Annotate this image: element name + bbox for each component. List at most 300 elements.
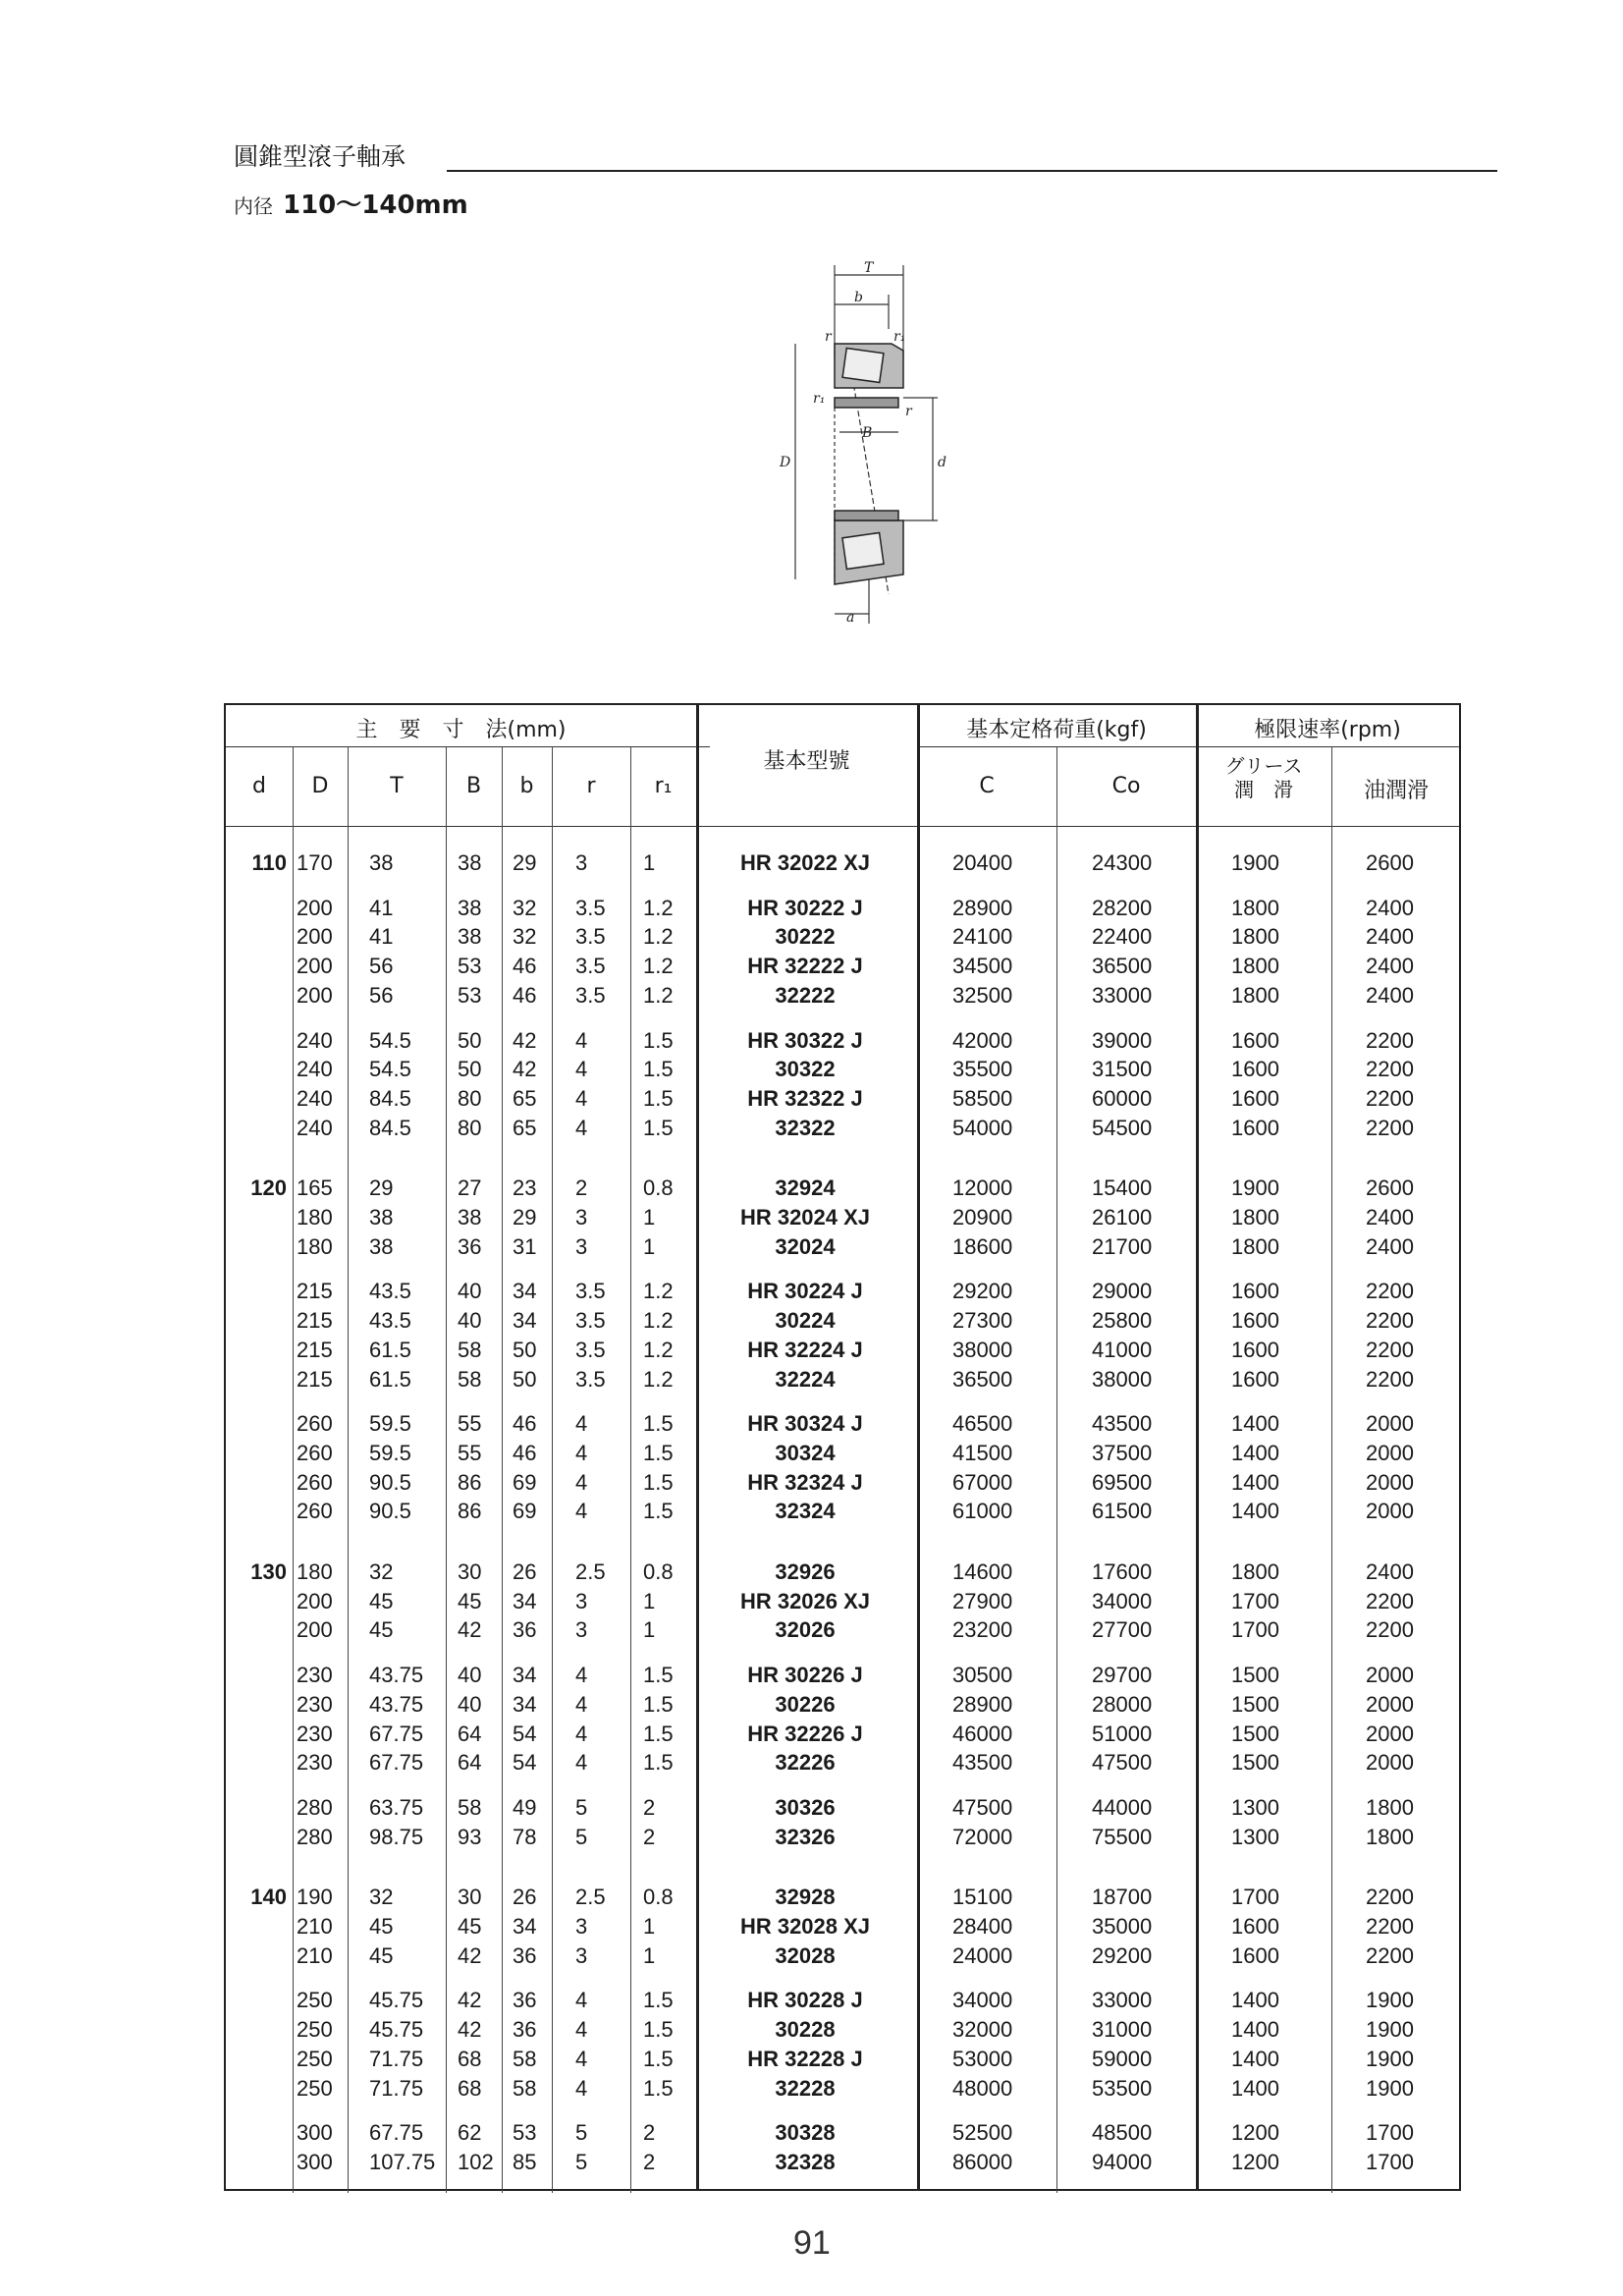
cell-grease: 1800 (1231, 924, 1279, 950)
cell-r: 4 (575, 1115, 588, 1140)
cell-Co: 31500 (1092, 1057, 1153, 1082)
cell-r: 2 (575, 1175, 588, 1201)
cell-T: 54.5 (369, 1057, 411, 1082)
cell-model: 30226 (775, 1691, 836, 1717)
cell-C: 24000 (952, 1942, 1013, 1968)
cell-b: 50 (513, 1366, 537, 1392)
cell-grease: 1400 (1231, 1988, 1279, 2013)
cell-D: 215 (297, 1308, 333, 1334)
cell-grease: 1400 (1231, 2017, 1279, 2043)
cell-T: 38 (369, 1205, 394, 1230)
cell-Co: 31000 (1092, 2017, 1153, 2043)
cell-r1: 1.2 (643, 1279, 674, 1304)
cell-D: 210 (297, 1942, 333, 1968)
cell-B: 80 (458, 1085, 482, 1111)
cell-Co: 26100 (1092, 1205, 1153, 1230)
cell-T: 54.5 (369, 1027, 411, 1053)
cell-oil: 2200 (1366, 1942, 1414, 1968)
cell-grease: 1600 (1231, 1027, 1279, 1053)
cell-b: 78 (513, 1824, 537, 1849)
cell-b: 69 (513, 1499, 537, 1524)
cell-C: 86000 (952, 2149, 1013, 2174)
cell-b: 29 (513, 1205, 537, 1230)
cell-r1: 0.8 (643, 1885, 674, 1910)
cell-C: 47500 (952, 1794, 1013, 1820)
header-model: 基本型號 (763, 749, 850, 774)
cell-D: 180 (297, 1205, 333, 1230)
cell-D: 230 (297, 1691, 333, 1717)
cell-Co: 28000 (1092, 1691, 1153, 1717)
cell-b: 34 (513, 1308, 537, 1334)
cell-b: 42 (513, 1027, 537, 1053)
cell-Co: 61500 (1092, 1499, 1153, 1524)
cell-D: 200 (297, 1617, 333, 1643)
label-r: r (825, 329, 832, 345)
cell-D: 170 (297, 850, 333, 875)
subtitle-range: 110～140mm (283, 191, 468, 220)
cell-B: 45 (458, 1588, 482, 1613)
cell-oil: 1900 (1366, 1988, 1414, 2013)
cell-C: 30500 (952, 1663, 1013, 1688)
cell-grease: 1700 (1231, 1885, 1279, 1910)
cell-oil: 1800 (1366, 1824, 1414, 1849)
cell-b: 36 (513, 2017, 537, 2043)
cell-B: 86 (458, 1469, 482, 1495)
cell-D: 250 (297, 2075, 333, 2101)
cell-oil: 2400 (1366, 982, 1414, 1008)
bearing-diagram (776, 260, 962, 633)
cell-C: 38000 (952, 1337, 1013, 1362)
cell-oil: 2000 (1366, 1721, 1414, 1746)
header-main-dimensions: 主 要 寸 法(mm) (355, 718, 567, 742)
cell-T: 29 (369, 1175, 394, 1201)
cell-oil: 2200 (1366, 1115, 1414, 1140)
cell-r1: 1.5 (643, 1750, 674, 1776)
cell-r1: 0.8 (643, 1175, 674, 1201)
cell-r1: 1.5 (643, 1057, 674, 1082)
cell-T: 45 (369, 1942, 394, 1968)
cell-b: 65 (513, 1115, 537, 1140)
cell-r1: 1.2 (643, 924, 674, 950)
cell-D: 200 (297, 924, 333, 950)
cell-D: 190 (297, 1885, 333, 1910)
cell-r: 3.5 (575, 924, 606, 950)
cell-d: 130 (250, 1559, 287, 1584)
cell-b: 34 (513, 1914, 537, 1939)
cell-r: 3 (575, 1617, 588, 1643)
cell-C: 23200 (952, 1617, 1013, 1643)
label-d: d (938, 455, 947, 470)
header-load-rating: 基本定格荷重(kgf) (966, 718, 1147, 742)
cell-C: 29200 (952, 1279, 1013, 1304)
cell-d: 140 (250, 1885, 287, 1910)
cell-b: 34 (513, 1663, 537, 1688)
cell-grease: 1800 (1231, 895, 1279, 920)
header-T: T (390, 774, 404, 798)
cell-r1: 1.5 (643, 1691, 674, 1717)
cell-model: HR 32224 J (747, 1337, 863, 1362)
cell-T: 61.5 (369, 1337, 411, 1362)
cell-r: 4 (575, 2017, 588, 2043)
cell-Co: 21700 (1092, 1233, 1153, 1259)
cell-Co: 43500 (1092, 1411, 1153, 1437)
cell-model: 30222 (775, 924, 836, 950)
cell-model: 30228 (775, 2017, 836, 2043)
header-D-outer: D (311, 774, 329, 798)
cell-r1: 1 (643, 850, 656, 875)
cell-T: 41 (369, 924, 394, 950)
cell-model: HR 30222 J (747, 895, 863, 920)
cell-grease: 1600 (1231, 1057, 1279, 1082)
cell-grease: 1600 (1231, 1279, 1279, 1304)
cell-oil: 2600 (1366, 850, 1414, 875)
cell-r: 4 (575, 1721, 588, 1746)
cell-T: 45.75 (369, 1988, 424, 2013)
cell-B: 38 (458, 895, 482, 920)
label-r-side: r (905, 404, 912, 419)
cell-Co: 25800 (1092, 1308, 1153, 1334)
cell-grease: 1600 (1231, 1366, 1279, 1392)
cell-B: 42 (458, 2017, 482, 2043)
cell-D: 230 (297, 1750, 333, 1776)
cell-model: 32926 (775, 1559, 836, 1584)
cell-model: 30324 (775, 1440, 836, 1465)
cell-r: 4 (575, 1085, 588, 1111)
cell-T: 43.5 (369, 1308, 411, 1334)
cell-T: 71.75 (369, 2075, 424, 2101)
cell-r: 4 (575, 1750, 588, 1776)
cell-r: 3 (575, 850, 588, 875)
cell-model: 32224 (775, 1366, 836, 1392)
cell-Co: 28200 (1092, 895, 1153, 920)
cell-oil: 2000 (1366, 1440, 1414, 1465)
cell-oil: 2200 (1366, 1279, 1414, 1304)
cell-C: 27900 (952, 1588, 1013, 1613)
cell-C: 32500 (952, 982, 1013, 1008)
cell-C: 46500 (952, 1411, 1013, 1437)
cell-T: 45 (369, 1914, 394, 1939)
cell-model: 32228 (775, 2075, 836, 2101)
cell-C: 20900 (952, 1205, 1013, 1230)
cell-grease: 1400 (1231, 1411, 1279, 1437)
cell-r: 3 (575, 1233, 588, 1259)
cell-r: 3.5 (575, 1366, 606, 1392)
cell-Co: 27700 (1092, 1617, 1153, 1643)
cell-r: 3 (575, 1914, 588, 1939)
header-d: d (252, 774, 266, 798)
cell-r1: 2 (643, 2149, 656, 2174)
header-C: C (979, 774, 995, 798)
cell-Co: 29000 (1092, 1279, 1153, 1304)
cell-r: 3 (575, 1942, 588, 1968)
cell-r1: 1.5 (643, 1499, 674, 1524)
cell-b: 26 (513, 1885, 537, 1910)
cell-r1: 2 (643, 1824, 656, 1849)
label-a: a (846, 610, 855, 626)
cell-C: 20400 (952, 850, 1013, 875)
cell-Co: 94000 (1092, 2149, 1153, 2174)
cell-grease: 1400 (1231, 2075, 1279, 2101)
cell-Co: 17600 (1092, 1559, 1153, 1584)
cell-T: 43.5 (369, 1279, 411, 1304)
cell-oil: 2400 (1366, 1559, 1414, 1584)
cell-C: 46000 (952, 1721, 1013, 1746)
cell-r1: 1.2 (643, 1308, 674, 1334)
cell-r1: 1.2 (643, 982, 674, 1008)
cell-b: 36 (513, 1988, 537, 2013)
cell-grease: 1800 (1231, 1205, 1279, 1230)
cell-grease: 1800 (1231, 1233, 1279, 1259)
label-b: b (854, 290, 863, 305)
cell-oil: 2200 (1366, 1337, 1414, 1362)
cell-model: 30326 (775, 1794, 836, 1820)
cell-D: 240 (297, 1027, 333, 1053)
cell-grease: 1500 (1231, 1663, 1279, 1688)
cell-r: 5 (575, 2149, 588, 2174)
cell-B: 45 (458, 1914, 482, 1939)
cell-D: 250 (297, 1988, 333, 2013)
cell-oil: 2400 (1366, 1205, 1414, 1230)
cell-oil: 2000 (1366, 1499, 1414, 1524)
cell-b: 31 (513, 1233, 537, 1259)
cell-Co: 53500 (1092, 2075, 1153, 2101)
cell-C: 15100 (952, 1885, 1013, 1910)
cell-B: 53 (458, 954, 482, 979)
cell-b: 42 (513, 1057, 537, 1082)
header-r: r (586, 774, 596, 798)
cell-grease: 1700 (1231, 1617, 1279, 1643)
header-b: b (519, 774, 534, 798)
cell-model: 32326 (775, 1824, 836, 1849)
cell-Co: 29700 (1092, 1663, 1153, 1688)
cell-T: 32 (369, 1885, 394, 1910)
cell-T: 61.5 (369, 1366, 411, 1392)
cell-grease: 1600 (1231, 1942, 1279, 1968)
cell-r: 3.5 (575, 1308, 606, 1334)
cell-r: 5 (575, 1824, 588, 1849)
page-title: 圓錐型滾子軸承 (234, 142, 406, 171)
page-number: 91 (793, 2224, 831, 2262)
cell-C: 36500 (952, 1366, 1013, 1392)
cell-Co: 39000 (1092, 1027, 1153, 1053)
cell-B: 40 (458, 1308, 482, 1334)
label-r1-top: r₁ (893, 329, 906, 345)
cell-r1: 1.5 (643, 1988, 674, 2013)
cell-oil: 2200 (1366, 1366, 1414, 1392)
cell-B: 30 (458, 1885, 482, 1910)
cell-grease: 1200 (1231, 2120, 1279, 2146)
cell-T: 41 (369, 895, 394, 920)
label-D: D (780, 455, 791, 470)
cell-D: 300 (297, 2149, 333, 2174)
cell-b: 58 (513, 2046, 537, 2071)
cell-C: 18600 (952, 1233, 1013, 1259)
cell-T: 59.5 (369, 1440, 411, 1465)
cell-b: 36 (513, 1942, 537, 1968)
cell-grease: 1600 (1231, 1914, 1279, 1939)
cell-C: 28400 (952, 1914, 1013, 1939)
cell-D: 230 (297, 1663, 333, 1688)
cell-d: 120 (250, 1175, 287, 1201)
cell-b: 36 (513, 1617, 537, 1643)
cell-T: 90.5 (369, 1499, 411, 1524)
cell-Co: 38000 (1092, 1366, 1153, 1392)
cell-D: 215 (297, 1279, 333, 1304)
cell-r1: 1 (643, 1942, 656, 1968)
cell-Co: 44000 (1092, 1794, 1153, 1820)
cell-D: 200 (297, 982, 333, 1008)
cell-model: HR 30226 J (747, 1663, 863, 1688)
cell-D: 230 (297, 1721, 333, 1746)
cell-D: 215 (297, 1337, 333, 1362)
cell-r: 4 (575, 1663, 588, 1688)
cell-b: 46 (513, 1411, 537, 1437)
label-T: T (864, 260, 874, 276)
cell-model: HR 32322 J (747, 1085, 863, 1111)
cell-D: 250 (297, 2017, 333, 2043)
cell-b: 49 (513, 1794, 537, 1820)
cell-D: 200 (297, 895, 333, 920)
cell-oil: 2000 (1366, 1750, 1414, 1776)
cell-T: 38 (369, 1233, 394, 1259)
cell-r: 4 (575, 1411, 588, 1437)
cell-B: 42 (458, 1988, 482, 2013)
cell-grease: 1600 (1231, 1337, 1279, 1362)
cell-T: 71.75 (369, 2046, 424, 2071)
cell-b: 46 (513, 954, 537, 979)
cell-B: 64 (458, 1721, 482, 1746)
cell-B: 42 (458, 1942, 482, 1968)
cell-B: 68 (458, 2075, 482, 2101)
cell-B: 93 (458, 1824, 482, 1849)
cell-C: 12000 (952, 1175, 1013, 1201)
cell-oil: 1900 (1366, 2046, 1414, 2071)
cell-r1: 1 (643, 1588, 656, 1613)
cell-D: 240 (297, 1085, 333, 1111)
cell-D: 260 (297, 1499, 333, 1524)
cell-b: 50 (513, 1337, 537, 1362)
cell-B: 55 (458, 1411, 482, 1437)
cell-r: 2.5 (575, 1559, 606, 1584)
cell-B: 40 (458, 1691, 482, 1717)
header-grease: グリース 潤 滑 (1224, 754, 1303, 801)
cell-Co: 36500 (1092, 954, 1153, 979)
cell-B: 38 (458, 924, 482, 950)
cell-C: 43500 (952, 1750, 1013, 1776)
cell-r: 5 (575, 2120, 588, 2146)
cell-D: 215 (297, 1366, 333, 1392)
cell-D: 300 (297, 2120, 333, 2146)
cell-C: 61000 (952, 1499, 1013, 1524)
cell-model: 32924 (775, 1175, 836, 1201)
cell-grease: 1200 (1231, 2149, 1279, 2174)
cell-d: 110 (251, 850, 287, 875)
header-Co: Co (1111, 774, 1141, 798)
title-rule (447, 170, 1497, 172)
cell-Co: 69500 (1092, 1469, 1153, 1495)
cell-T: 84.5 (369, 1085, 411, 1111)
cell-model: 30322 (775, 1057, 836, 1082)
cell-B: 80 (458, 1115, 482, 1140)
cell-r: 4 (575, 1027, 588, 1053)
cell-r1: 1.2 (643, 954, 674, 979)
cell-T: 38 (369, 850, 394, 875)
cell-T: 67.75 (369, 1750, 424, 1776)
cell-r1: 1.5 (643, 1027, 674, 1053)
cell-grease: 1300 (1231, 1824, 1279, 1849)
cell-b: 34 (513, 1588, 537, 1613)
cell-Co: 33000 (1092, 982, 1153, 1008)
cell-T: 107.75 (369, 2149, 436, 2174)
cell-C: 48000 (952, 2075, 1013, 2101)
cell-r1: 1.2 (643, 1337, 674, 1362)
subtitle (234, 185, 468, 221)
cell-Co: 33000 (1092, 1988, 1153, 2013)
subtitle-label: 内径 (234, 194, 273, 218)
cell-model: HR 32026 XJ (739, 1588, 871, 1613)
cell-Co: 59000 (1092, 2046, 1153, 2071)
cell-r: 4 (575, 1691, 588, 1717)
cell-oil: 2400 (1366, 1233, 1414, 1259)
label-r1-side: r₁ (813, 391, 826, 407)
header-B: B (465, 774, 482, 798)
cell-model: HR 32024 XJ (739, 1205, 871, 1230)
cell-r: 3.5 (575, 954, 606, 979)
cell-T: 43.75 (369, 1691, 424, 1717)
cell-grease: 1600 (1231, 1115, 1279, 1140)
cell-r1: 1 (643, 1914, 656, 1939)
cell-r: 3.5 (575, 1337, 606, 1362)
cell-r: 2.5 (575, 1885, 606, 1910)
cell-Co: 15400 (1092, 1175, 1153, 1201)
cell-oil: 2200 (1366, 1085, 1414, 1111)
cell-grease: 1500 (1231, 1721, 1279, 1746)
cell-r: 4 (575, 1440, 588, 1465)
cell-b: 69 (513, 1469, 537, 1495)
cell-Co: 18700 (1092, 1885, 1153, 1910)
cell-grease: 1800 (1231, 954, 1279, 979)
cell-T: 45.75 (369, 2017, 424, 2043)
cell-C: 67000 (952, 1469, 1013, 1495)
cell-B: 58 (458, 1794, 482, 1820)
cell-r1: 1.2 (643, 1366, 674, 1392)
cell-r1: 1.2 (643, 895, 674, 920)
cell-D: 260 (297, 1440, 333, 1465)
cell-r1: 1.5 (643, 2017, 674, 2043)
cell-T: 56 (369, 954, 394, 979)
cell-r: 3 (575, 1588, 588, 1613)
cell-model: HR 32226 J (747, 1721, 863, 1746)
cell-T: 84.5 (369, 1115, 411, 1140)
cell-B: 27 (458, 1175, 482, 1201)
cell-T: 59.5 (369, 1411, 411, 1437)
cell-model: 32026 (775, 1617, 836, 1643)
cell-grease: 1400 (1231, 2046, 1279, 2071)
cell-r1: 2 (643, 2120, 656, 2146)
cell-B: 58 (458, 1366, 482, 1392)
cell-r1: 1.5 (643, 2075, 674, 2101)
cell-D: 200 (297, 1588, 333, 1613)
cell-r: 4 (575, 1469, 588, 1495)
cell-b: 29 (513, 850, 537, 875)
cell-r: 5 (575, 1794, 588, 1820)
cell-Co: 37500 (1092, 1440, 1153, 1465)
cell-r: 4 (575, 1499, 588, 1524)
cell-C: 34500 (952, 954, 1013, 979)
cell-grease: 1400 (1231, 1499, 1279, 1524)
cell-r: 3.5 (575, 895, 606, 920)
cell-oil: 2200 (1366, 1588, 1414, 1613)
